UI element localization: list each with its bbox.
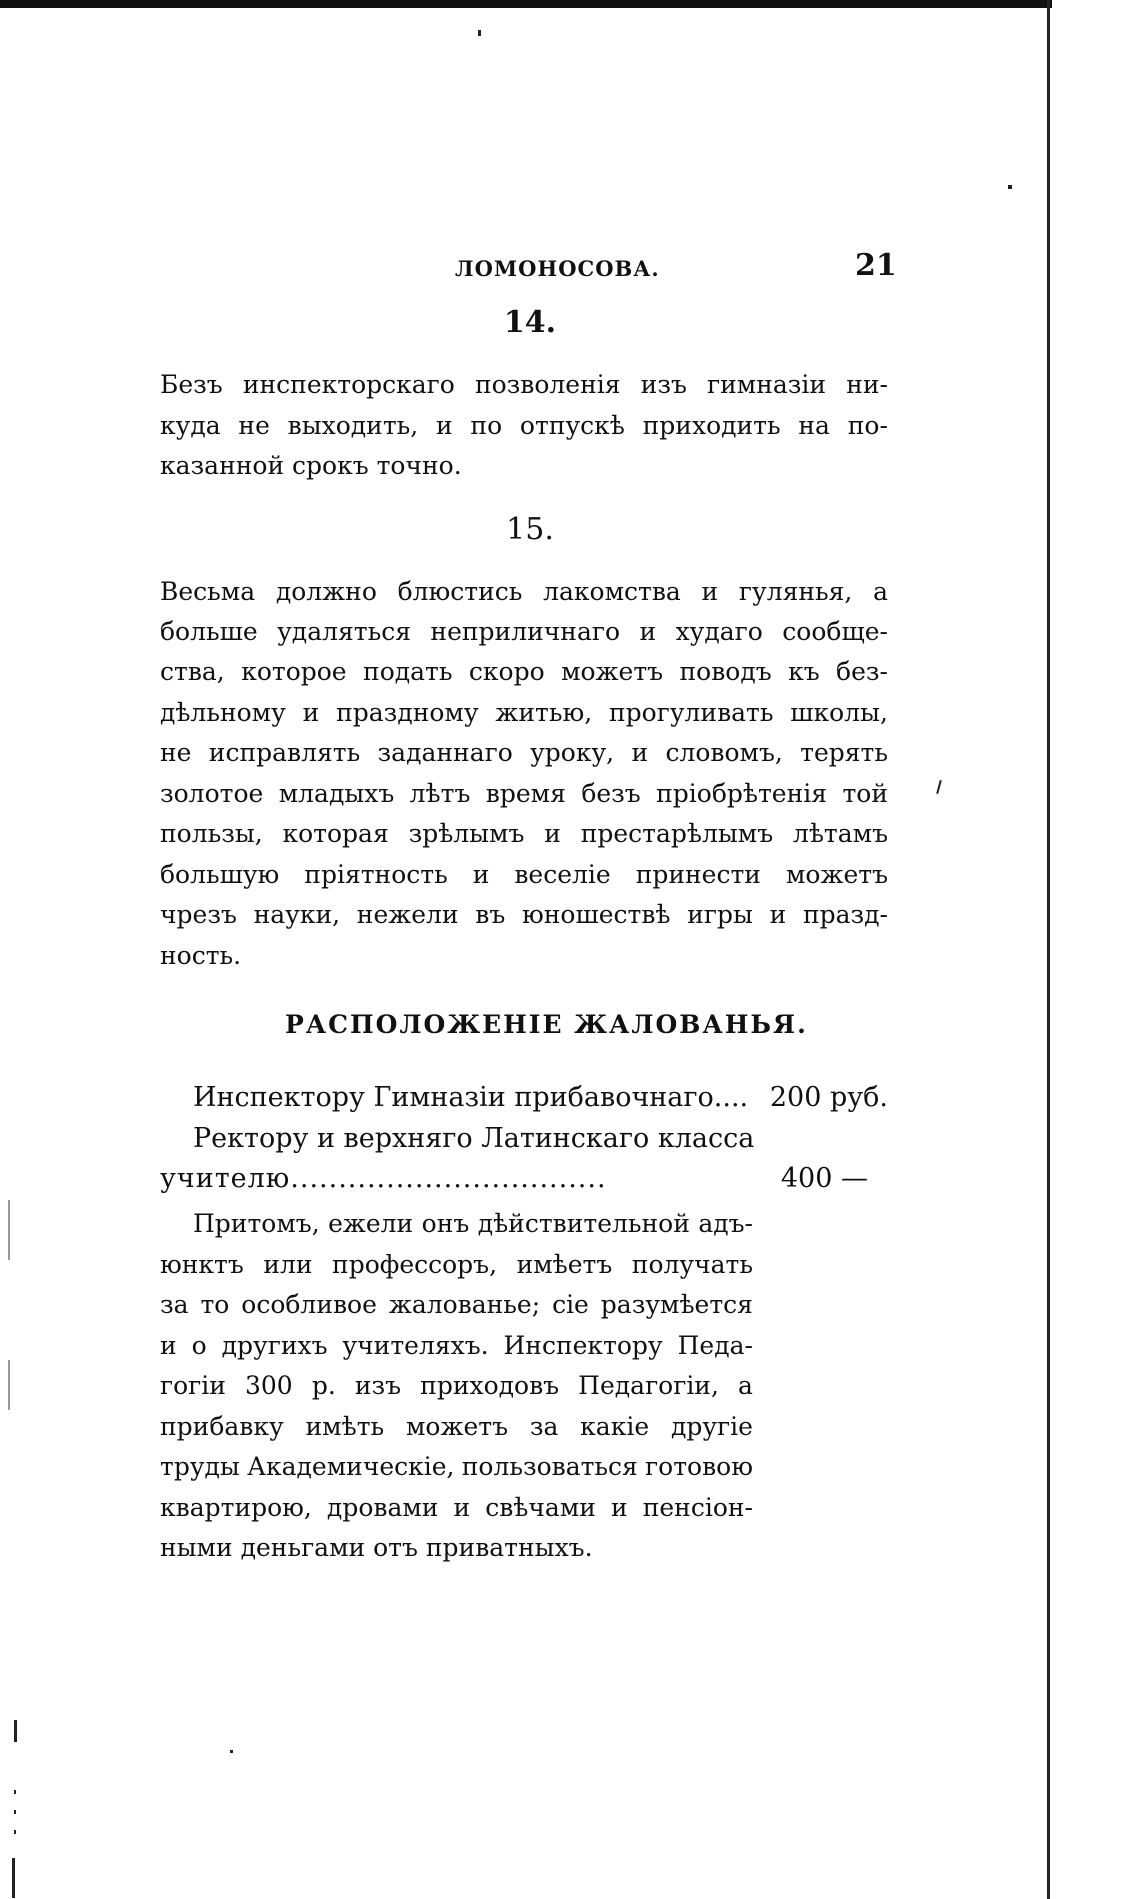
salary-amount: 200 руб. bbox=[769, 1082, 888, 1113]
text-line: ность. bbox=[160, 941, 242, 970]
scan-speck bbox=[12, 1858, 15, 1898]
section-number-14: 14. bbox=[503, 305, 557, 340]
running-head: ЛОМОНОСОВА. bbox=[455, 256, 660, 281]
salary-label: Инспектору Гимназіи прибавочнаго.... bbox=[193, 1082, 749, 1113]
scan-speck bbox=[8, 1360, 10, 1410]
text-line: Весьма должно блюстись лакомства и гулянья, а bbox=[160, 577, 888, 606]
text-line: прибавку имѣть можетъ за какіе другіе bbox=[160, 1412, 753, 1441]
text-line: дѣльному и праздному житью, прогуливать школы, bbox=[160, 698, 888, 727]
scan-speck bbox=[14, 1720, 17, 1742]
text-line: Притомъ, ежели онъ дѣйствительной адъ- bbox=[193, 1209, 753, 1238]
top-border-line bbox=[0, 0, 1052, 8]
page-number: 21 bbox=[855, 248, 897, 283]
scan-speck bbox=[8, 1200, 10, 1260]
scan-speck bbox=[14, 1810, 16, 1814]
text-line: труды Академическіе, пользоваться готовою bbox=[160, 1452, 753, 1481]
scan-speck bbox=[1008, 185, 1012, 189]
scan-speck bbox=[14, 1830, 16, 1834]
text-line: чрезъ науки, нежели въ юношествѣ игры и празд- bbox=[160, 900, 888, 929]
text-line: за то особливое жалованье; сіе разумѣется bbox=[160, 1290, 753, 1319]
salary-row-inspector bbox=[193, 1081, 888, 1115]
text-line: ства, которое подать скоро можетъ поводъ къ без- bbox=[160, 657, 888, 686]
salary-amount: 400 — bbox=[780, 1163, 868, 1194]
salary-label: Ректору и верхняго Латинскаго класса bbox=[193, 1123, 755, 1154]
page-edge-line bbox=[1047, 0, 1050, 1899]
text-line: гогіи 300 р. изъ приходовъ Педагогіи, а bbox=[160, 1371, 753, 1400]
text-line: и о другихъ учителяхъ. Инспектору Педа- bbox=[160, 1331, 753, 1360]
text-line: пользы, которая зрѣлымъ и престарѣлымъ лѣтамъ bbox=[160, 819, 888, 848]
text-line: ными деньгами отъ приватныхъ. bbox=[160, 1533, 593, 1562]
text-line: квартирою, дровами и свѣчами и пенсіон- bbox=[160, 1493, 753, 1522]
text-line: больше удаляться неприличнаго и худаго сообще- bbox=[160, 617, 888, 646]
salary-heading: РАСПОЛОЖЕНІЕ ЖАЛОВАНЬЯ. bbox=[285, 1010, 808, 1039]
text-line: Безъ инспекторскаго позволенія изъ гимназіи ни- bbox=[160, 370, 888, 399]
salary-row-rector bbox=[193, 1122, 888, 1156]
scan-speck bbox=[230, 1750, 233, 1753]
text-line: куда не выходить, и по отпускѣ приходить на по- bbox=[160, 411, 888, 440]
section-number-15: 15. bbox=[506, 512, 554, 547]
text-line: не исправлять заданнаго уроку, и словомъ, терять bbox=[160, 738, 888, 767]
salary-label: учителю................................. bbox=[160, 1163, 607, 1194]
scan-speck bbox=[478, 30, 481, 36]
text-line: золотое младыхъ лѣтъ время безъ пріобрѣтенія той bbox=[160, 779, 888, 808]
scan-speck bbox=[14, 1790, 16, 1794]
text-line: юнктъ или профессоръ, имѣетъ получать bbox=[160, 1250, 753, 1279]
salary-row-teacher bbox=[160, 1162, 888, 1196]
text-line: казанной срокъ точно. bbox=[160, 451, 462, 480]
scan-speck bbox=[936, 780, 942, 794]
text-line: большую пріятность и веселіе принести можетъ bbox=[160, 860, 888, 889]
